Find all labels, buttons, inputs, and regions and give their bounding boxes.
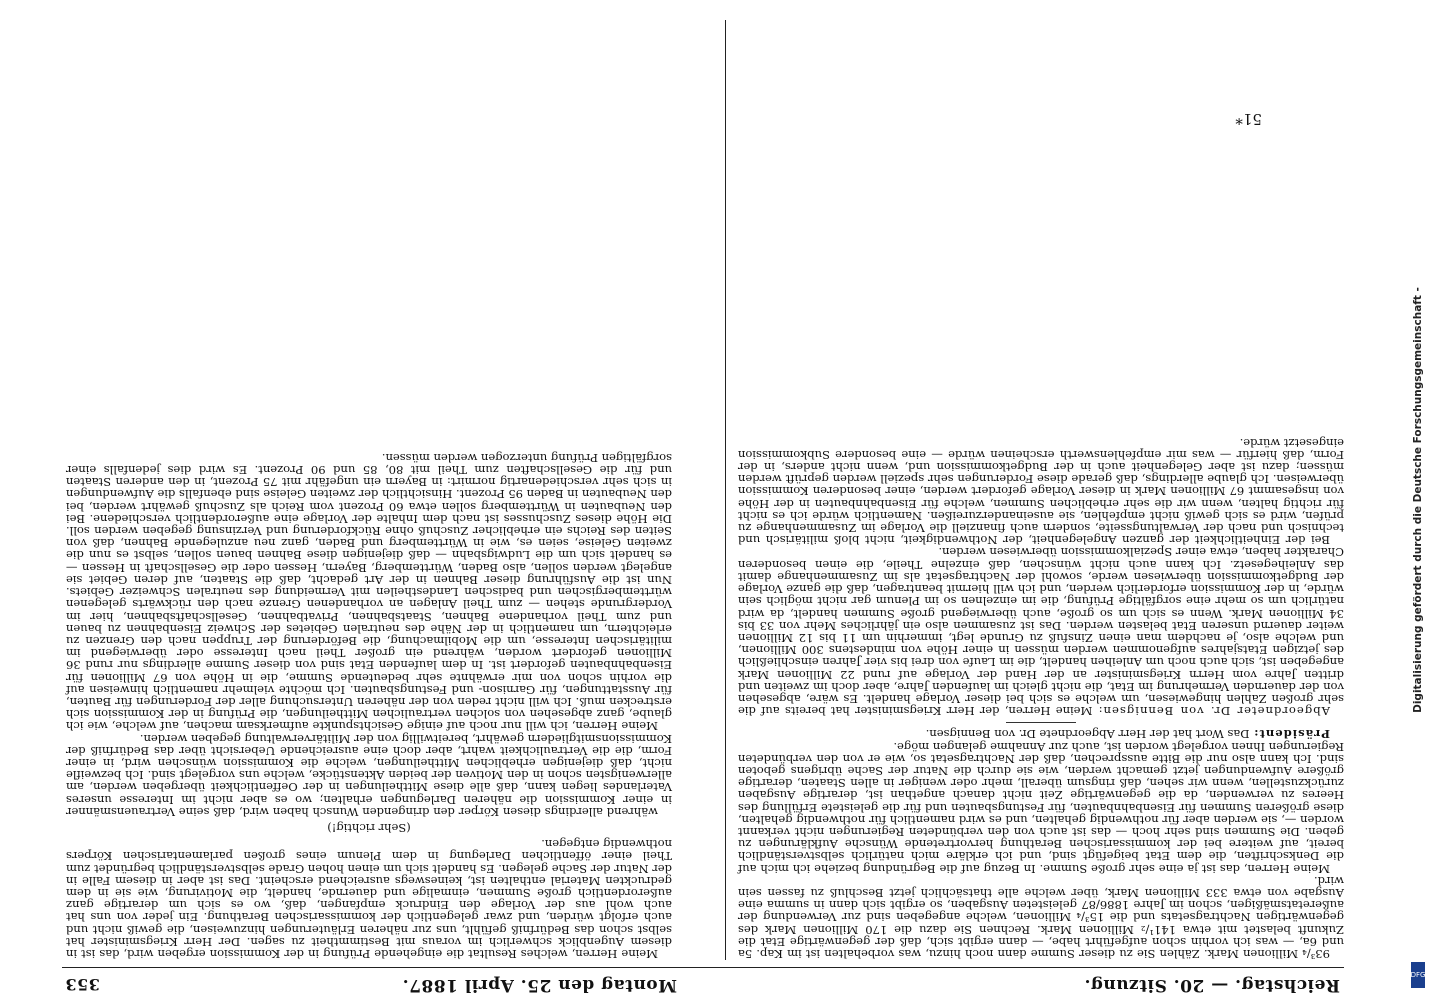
paragraph: 93³/₄ Millionen Mark. Zählen Sie zu dieser Summe dann noch hinzu, was vorbehalten ist im Kap. 5a und 6a, — was ich vorhin schon aufgeführt habe, — dann ergibt sich, daß der gegenwärtige Etat die Zukunft belastet mit etwa 141¹/₂ Millionen Mark. Rechnen Sie dazu die 170 Millionen Mark des gegenwärtigen Nachtragsetats und die 15³/₄ Millionen, welche angegeben sind zur Verwendung der außeretatsmäßigen, schon im Jahre 1886/87 geleisteten Ausgaben, so ergibt sich dann in summa eine Ausgabe von etwa 333 Millionen Mark, über welche alle thatsächlich jetzt Beschluß zu fassen sein wird. bbox=[738, 873, 1344, 961]
digitization-note: Digitalisierung gefördert durch die Deutsche Forschungsgemeinschaft - bbox=[1412, 287, 1424, 713]
page-number: 353 bbox=[65, 975, 100, 995]
paragraph: Bei der Einheitlichkeit der ganzen Angelegenheit, der Nothwendigkeit, nicht bloß militärisch und technisch und nach der Verwaltungsseite, sondern auch finanziell die Vorlage im Zusammenhange zu prüfen, wird es sich gewiß nicht empfehlen, sie auseinanderzureißen. Namentlich würde ich es nicht für richtig halten, wenn wir die sehr erheblichen Summen, welche für Eisenbahnbauten in der Höhe von insgesammt 67 Millionen Mark in dieser Vorlage gefordert werden, einer besonderen Kommission überweisen. Ich glaube allerdings, daß gerade diese Forderungen sehr speziell werden geprüft werden müssen; dazu ist aber Gelegenheit auch in der Budgetkommission und, wenn nicht anders, in der Form, daß hierfür — was mir empfehlenswerth erscheinen würde — eine besondere Subkommission eingesetzt würde. bbox=[738, 435, 1344, 548]
digitization-strip bbox=[1408, 6, 1428, 994]
speaker-paragraph bbox=[738, 546, 1344, 717]
header-rule bbox=[62, 967, 1344, 968]
paragraph: Meine Herren, das ist ja eine sehr große Summe. In Bezug auf die Begründung beziehe ich mich auf die Denkschriften, die dem Etat beigefügt sind, und ich erkläre mich natürlich selbstverständlich bereit, auf weitere bei der kommissarischen Berathung hervortretende Wünsche Aufklärungen zu geben. Die Summen sind sehr hoch — das ist auch von den verbündeten Regierungen nicht verkannt worden —, sie werden aber für nothwendig gehalten, und es wird namentlich für nothwendig gehalten, diese größeren Summen für Eisenbahnbauten, für Festungsbauten und für die geleistete Erfüllung des Heeres zu verwenden, da die gegenwärtige Zeit nicht danach angethan ist, derartige Ausgaben zurückzustellen, wenn wir sehen, daß ringsum überall, mehr oder weniger in allen Staaten, derartige größere Aufwendungen jetzt gemacht werden, wie sie durch die Natur der Sache übrigens geboten sind. Ich kann also nur die Bitte aussprechen, daß der Nachtragsetat so, wie er von den verbündeten Regierungen Ihnen vorgelegt worden ist, auch zur Annahme gelangen möge. bbox=[738, 739, 1344, 876]
dfg-logo-icon: DFG bbox=[1411, 962, 1425, 988]
left-column bbox=[738, 30, 1344, 960]
right-column bbox=[66, 30, 672, 960]
sheet-signature: 51* bbox=[1235, 110, 1262, 128]
session-date: Montag den 25. April 1887. bbox=[402, 975, 677, 995]
speech-text: Meine Herren, der Herr Kriegsminister hat bereits auf die sehr großen Zahlen hingewiesen, um welche es sich bei dieser Vorlage handelt. Es wäre, abgesehen von der dauernden Vermehrung im Etat, die nicht gleich im laufenden Jahre, aber doch im zweiten und dritten Jahre vom Herrn Kriegsminister an der Hand der Vorlage auf rund 22 Millionen Mark angegeben ist, sich auch noch um Anleihen handelt, die im Laufe von drei bis vier Jahren einschließlich des jetzigen Etatsjahres aufgenommen werden müssen in einer Höhe von mindestens 300 Millionen, und welche also, je nachdem man einen Zinsfuß zu Grunde legt, immerhin um 11 bis 12 Millionen weiter dauernd unseren Etat belasten werden. Das ist zusammen also ein jährliches Mehr von 33 bis 34 Millionen Mark. Wenn es sich um so große, auch überwiegend große Summen handelt, da wird natürlich um so mehr eine sorgfältige Prüfung, die im einzelnen so im Plenum gar nicht möglich sein würde, in der Kommission erforderlich werden, und ich will hiermit beantragen, daß die ganze Vorlage der Budgetkommission überwiesen werde, sowohl der Nachtragsetat als im Zusammenhange damit das Anleihegesetz. Ich kann auch nicht wünschen, daß einzelne Theile, die einen besonderen Charakter haben, etwa einer Spezialkommission überwiesen werden. bbox=[738, 545, 1344, 719]
running-head-left bbox=[780, 970, 1340, 1000]
separator-rule bbox=[1006, 722, 1076, 723]
session-title: Reichstag. — 20. Sitzung. bbox=[1084, 975, 1340, 995]
column-divider bbox=[725, 20, 726, 960]
running-head-right bbox=[65, 970, 677, 1000]
interjection: (Sehr richtig!) bbox=[327, 820, 411, 835]
speaker-name: Abgeordneter Dr. von Bennigsen: bbox=[1097, 704, 1330, 719]
speaker-paragraph bbox=[738, 728, 1344, 740]
paragraph: während allerdings diesen Körper den dringenden Wunsch haben wird, daß seine Vertrauensmänner in einer Kommission die näheren Darlegungen erhalten; wo es aber nicht im Interesse unseres Vaterlandes liegen kann, daß alle diese Mittheilungen in der Oeffentlichkeit übergeben werden, am allerwenigsten schon in den Motiven der beiden Aktenstücke, welche uns vorgelegt sind. Ich bezweifle nicht, daß diejenigen erheblichen Mittheilungen, welche die Kommission wünschen wird, in einer Form, die die Vertraulichkeit wahrt, aber doch eine ausreichende Uebersicht über das Bedürfniß der Kommissionsmitgliedern gewährt, bereitwillig von der Militärverwaltung gegeben werden. bbox=[66, 731, 672, 819]
speech-text: Das Wort hat der Herr Abgeordnete Dr. von Bennigsen. bbox=[925, 727, 1250, 742]
speaker-name: Präsident: bbox=[1253, 727, 1330, 742]
paragraph: Meine Herren, welches Resultat die eingehende Prüfung in der Kommission ergeben wird, das ist in diesem Augenblick schwerlich im voraus mit Bestimmtheit zu sagen. Der Herr Kriegsminister hat selbst schon das Bedürfniß gefühlt, uns zur näheren Erläuterungen hinzuweisen, die gewiß nicht und auch erfolgt würden, und zwar gelegentlich der kommissarischen Berathung. Ein jeder von uns hat auch wohl aus der Vorlage den Eindruck empfangen, daß, wo es sich um derartige ganz außerordentlich große Summen, einmalige und dauernde, handelt, die Motivirung, wie sie in dem gedruckten Material enthalten ist, keineswegs ausreichend erscheint. Das ist aber in diesem Falle in der Natur der Sache gelegen. Es handelt sich um einen hohen Grade selbstverständlich begründet zum Theil einer öffentlichen Darlegung in dem Plenum eines großen parlamentarischen Körpers nothwendig entgegen. bbox=[66, 837, 672, 961]
paragraph: Meine Herren, ich will nur noch auf einige Gesichtspunkte aufmerksam machen, auf welche, wie ich glaube, ganz abgesehen von solchen vertraulichen Mittheilungen, die Prüfung in der Kommission sich erstrecken muß. Ich will nicht reden von der näheren Untersuchung aller der Forderungen für Bauten, für Ausstattungen, für Garnison- und Festungsbauten. Ich möchte vielmehr namentlich hinweisen auf die vorhin schon von mir erwähnte sehr bedeutende Summe, die in Höhe von 67 Millionen für Eisenbahnbauten gefordert ist. In dem laufenden Etat sind von dieser Summe allerdings nur rund 36 Millionen gefordert worden, während ein großer Theil nach Interesse oder überwiegend im militärischen Interesse, um die Mobilmachung, die Beförderung der Truppen nach den Grenzen zu erleichtern, um namentlich in der Nähe des neutralen Gebietes der Schweiz Eisenbahnen zu bauen und zum Theil vorhandene Bahnen, Staatsbahnen, Privatbahnen, Gesellschaftsbahnen, hier im Vordergrunde stehen — zum Theil Anlagen an vorhandenen Grenze nach den rückwärts gelegenen württembergischen und badischen Landestheilen mit Vermeidung des neutralen Schweizer Gebiets. Nun ist die Ausführung dieser Bahnen in der Art gedacht, daß die Staaten, auf deren Gebiet sie angelegt werden sollen, also Baden, Württemberg, Bayern, Hessen oder die Gesellschaft in Hessen — es handelt sich um die Ludwigsbahn — daß diejenigen diese Bahnen bauen sollen, selbst es nun die zweiten Geleise, seien es, wie in Württemberg und Baden, ganz neu anzulegende Bahnen, daß von Seiten des Reichs ein erheblicher Zuschuß ohne Rückforderung und Verzinsung gegeben werden soll. Die Höhe dieses Zuschusses ist nach dem Inhalte der Vorlage eine außerordentlich verschiedene. Bei den Neubauten in Württemberg sollen etwa 60 Prozent vom Reich als Zuschuß gewährt werden, bei den Neubauten in Baden 95 Prozent. Hinsichtlich der zweiten Geleise sind ebenfalls die Aufwendungen in sich sehr verschiedenartig normirt: in Bayern ein ungefähr mit 75 Prozent, in den anderen Staaten und für die Gesellschaften zum Theil mit 80, 85 und 90 Prozent. Es wird dies jedenfalls einer sorgfältigen Prüfung unterzogen werden müssen. bbox=[66, 450, 672, 734]
